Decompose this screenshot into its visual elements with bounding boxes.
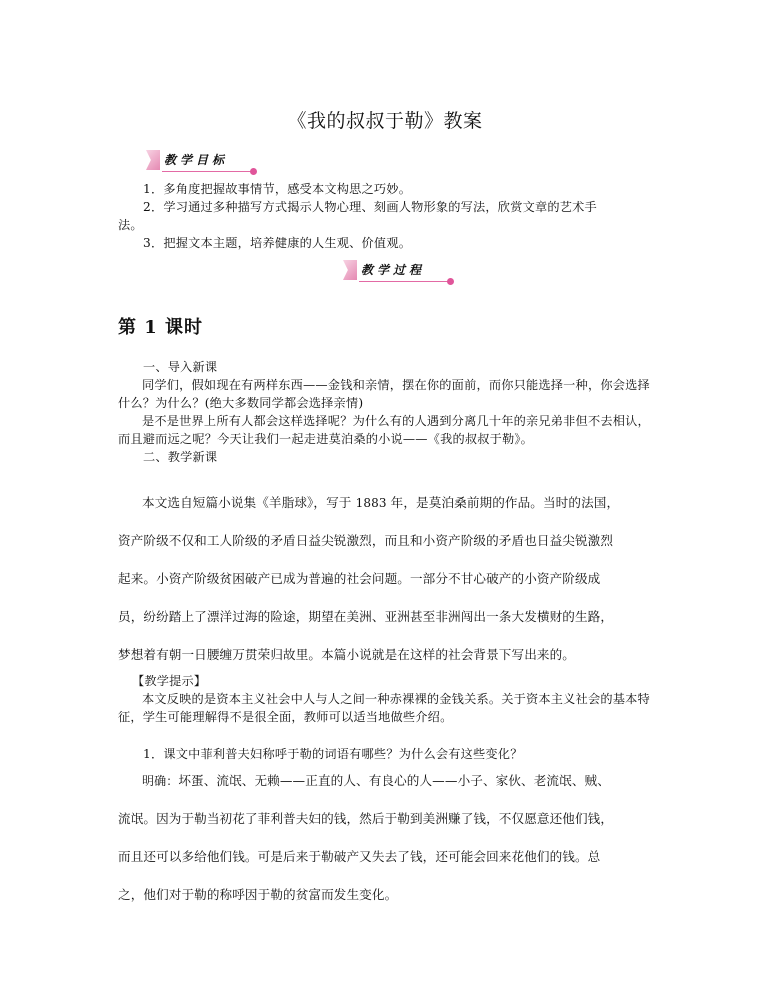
- page-title: 《我的叔叔于勒》教案: [287, 110, 483, 132]
- background-paragraph: [118, 484, 653, 674]
- answer-label: 明确：: [142, 774, 179, 788]
- background-line-5: 梦想着有朝一日腰缠万贯荣归故里。本篇小说就是在这样的社会背景下写出来的。: [118, 647, 575, 662]
- background-line-1: [118, 484, 653, 522]
- teaching-heading: 二、教学新课: [143, 450, 218, 464]
- banner-underline: [359, 281, 451, 282]
- answer-line-1-text: 坏蛋、流氓、无赖——正直的人、有良心的人——小子、家伙、老流氓、贼、: [178, 773, 610, 788]
- banner-underline: [162, 171, 254, 172]
- background-line-1-b: 年，是莫泊桑前期的作品。当时的法国，: [386, 495, 620, 510]
- answer-line-3: 而且还可以多给他们钱。可是后来于勒破产又失去了钱，还可能会回来花他们的钱。总: [118, 849, 601, 864]
- teaching-goals-banner: [146, 150, 228, 170]
- background-line-3: 起来。小资产阶级贫困破产已成为普遍的社会问题。一部分不甘心破产的小资产阶级成: [118, 571, 601, 586]
- answer-line-1: [118, 762, 653, 800]
- banner-label: 教学目标: [164, 152, 229, 167]
- intro-heading: 一、导入新课: [143, 360, 218, 374]
- background-line-4: 员，纷纷踏上了漂洋过海的险途，期望在美洲、亚洲甚至非洲闯出一条大发横财的生路，: [118, 609, 614, 624]
- tip-body: 本文反映的是资本主义社会中人与人之间一种赤裸裸的金钱关系。关于资本主义社会的基本特征，学生可能理解得不是很全面，教师可以适当地做些介绍。: [118, 692, 650, 724]
- intro-paragraph-1: 同学们，假如现在有两样东西——金钱和亲情，摆在你的面前，而你只能选择一种，你会选择什么？为什么？(绝大多数同学都会选择亲情): [118, 378, 650, 410]
- banner-label: 教学过程: [361, 262, 426, 277]
- question-1: 1．课文中菲利普夫妇称呼于勒的词语有哪些？为什么会有这些变化？: [143, 747, 523, 761]
- background-line-1-a: 本文选自短篇小说集《羊脂球》，写于: [142, 495, 356, 510]
- banner-dot-icon: [250, 168, 257, 175]
- answer-line-2: 流氓。因为于勒当初花了菲利普夫妇的钱，然后于勒到美洲赚了钱，不仅愿意还他们钱，: [118, 811, 614, 826]
- banner-dot-icon: [447, 278, 454, 285]
- background-line-2: 资产阶级不仅和工人阶级的矛盾日益尖锐激烈，而且和小资产阶级的矛盾也日益尖锐激烈: [118, 533, 614, 548]
- background-year: 1883: [355, 496, 387, 510]
- pink-flag-icon: [146, 150, 160, 170]
- goal-item-2-line1: 2．学习通过多种描写方式揭示人物心理、刻画人物形象的写法，欣赏文章的艺术手: [143, 200, 597, 214]
- answer-line-4: 之，他们对于勒的称呼因于勒的贫富而发生变化。: [118, 887, 398, 902]
- pink-flag-icon: [343, 260, 357, 280]
- intro-paragraph-2: 是不是世界上所有人都会这样选择呢？为什么有的人遇到分离几十年的亲兄弟非但不去相认，而且避而远之呢？今天让我们一起走进莫泊桑的小说——《我的叔叔于勒》。: [118, 414, 650, 446]
- goal-item-2-line2: 法。: [118, 218, 143, 232]
- teaching-process-banner: [343, 260, 425, 280]
- goal-item-1: 1．多角度把握故事情节，感受本文构思之巧妙。: [143, 182, 412, 196]
- lesson-heading: 第 1 课时: [118, 317, 204, 338]
- tip-heading: 【教学提示】: [132, 674, 207, 688]
- goal-item-3: 3．把握文本主题，培养健康的人生观、价值观。: [143, 236, 412, 250]
- answer-paragraph: [118, 762, 653, 914]
